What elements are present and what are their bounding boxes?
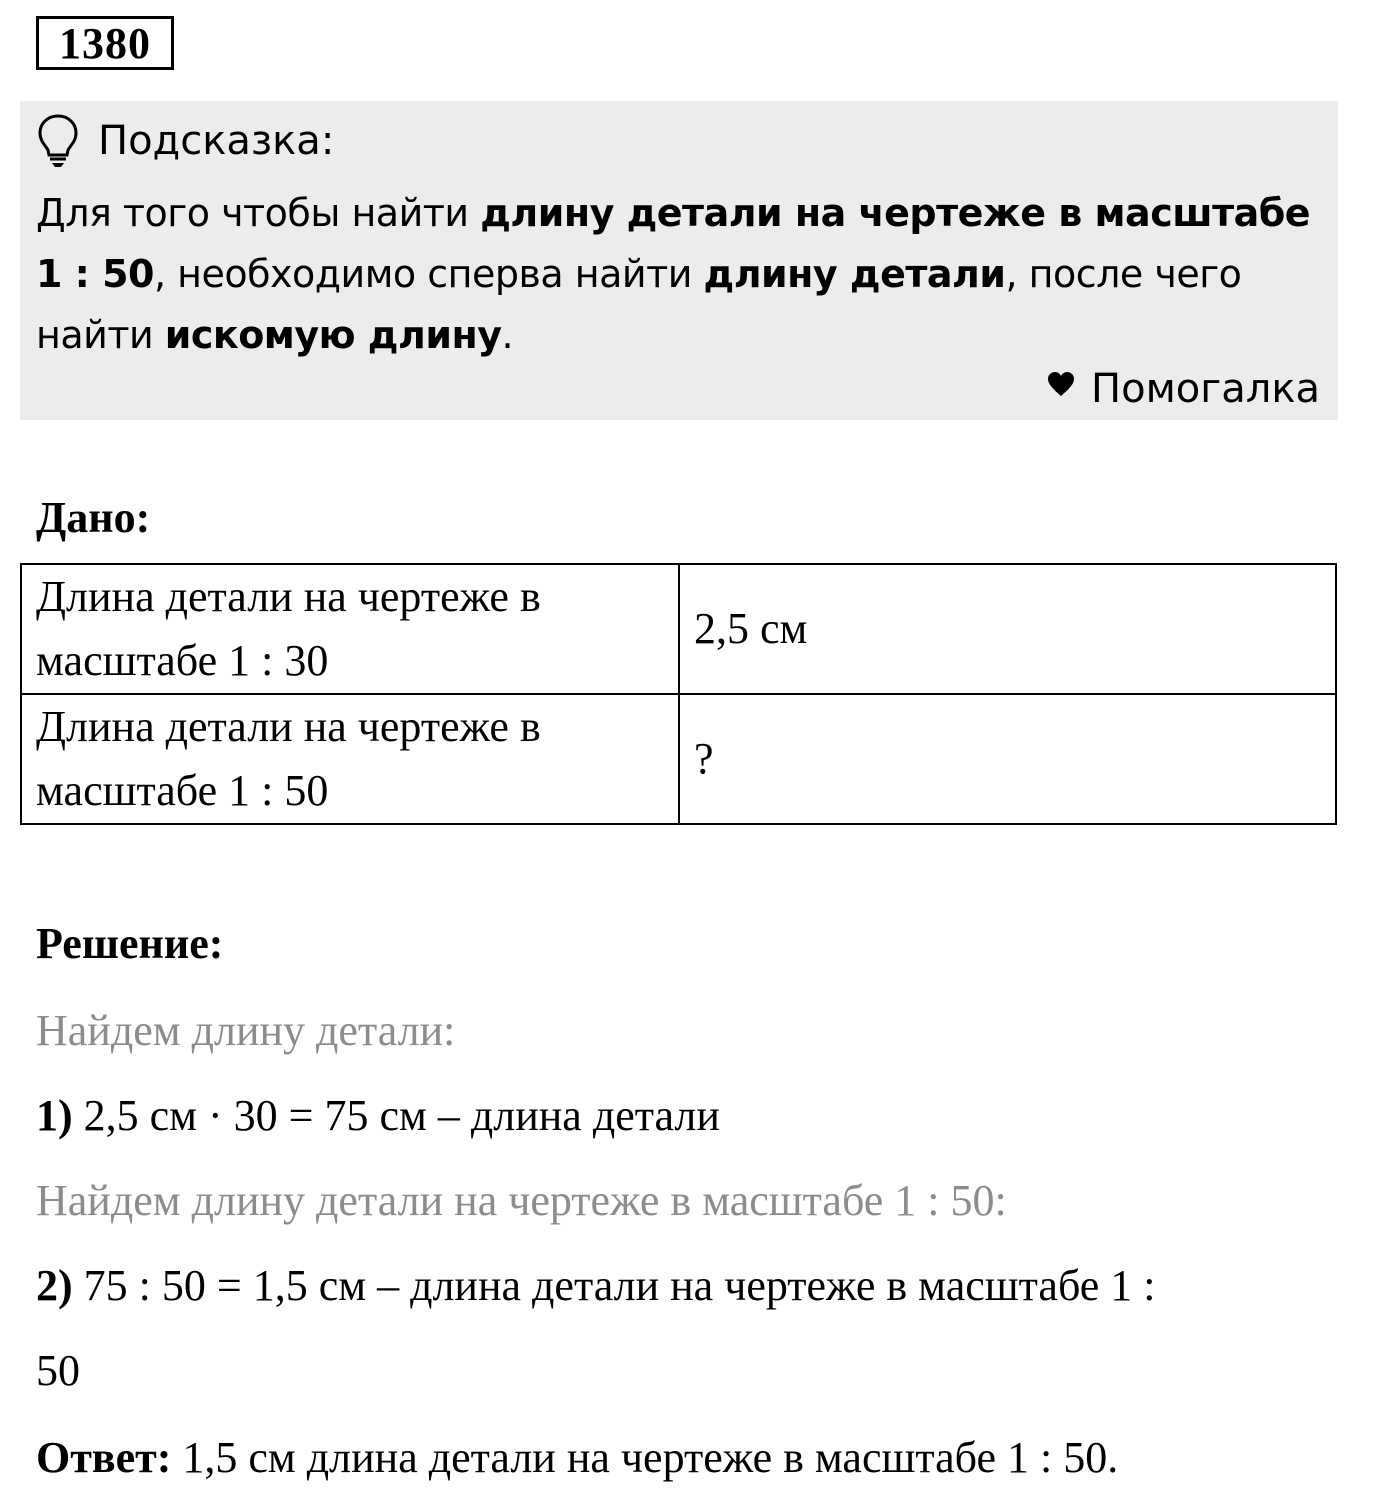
problem-number: 1380 [36, 16, 174, 70]
step2-number: 2) [36, 1261, 73, 1310]
step1-number: 1) [36, 1091, 73, 1140]
hint-bold-part: длину детали на чертеже в масштабе 1 : 50 [36, 191, 1311, 296]
table-row [21, 564, 1336, 694]
hint-title: Подсказка: [98, 118, 335, 164]
brand-label: Помогалка [1091, 366, 1320, 412]
brand-row [1047, 363, 1320, 415]
hint-header [36, 113, 334, 169]
step1-line [36, 1086, 720, 1146]
given-heading: Дано: [36, 493, 151, 542]
answer-text: 1,5 см длина детали на чертеже в масштабе 1 : 50. [171, 1433, 1119, 1482]
given-value: ? [679, 694, 1336, 824]
step1-intro: Найдем длину детали: [36, 1006, 456, 1055]
step2-text: 75 : 50 = 1,5 см – длина детали на чертеже в масштабе 1 : [72, 1261, 1156, 1310]
answer-label: Ответ: [36, 1433, 172, 1482]
step2-continuation: 50 [36, 1346, 80, 1395]
hint-text [36, 183, 1326, 366]
given-label: Длина детали на чертеже в масштабе 1 : 50 [21, 694, 679, 824]
hint-bold-part: искомую длину [164, 313, 502, 357]
lightbulb-icon [36, 113, 80, 169]
hint-text-part: , необходимо сперва найти [153, 252, 704, 296]
hint-text-part: . [501, 313, 514, 357]
solution-heading: Решение: [36, 919, 224, 968]
given-label: Длина детали на чертеже в масштабе 1 : 30 [21, 564, 679, 694]
answer-line [36, 1428, 1118, 1488]
hint-bold-part: длину детали [703, 252, 1006, 296]
given-table [20, 563, 1337, 825]
hint-text-part: , после чего найти [36, 252, 1242, 357]
table-row [21, 694, 1336, 824]
step2-intro: Найдем длину детали на чертеже в масштабе 1 : 50: [36, 1176, 1007, 1225]
step2-line [36, 1256, 1156, 1316]
heart-icon [1047, 371, 1075, 397]
hint-box [20, 101, 1338, 420]
step1-text: 2,5 см · 30 = 75 см – длина детали [72, 1091, 720, 1140]
hint-text-part: Для того чтобы найти [36, 191, 481, 235]
given-value: 2,5 см [679, 564, 1336, 694]
